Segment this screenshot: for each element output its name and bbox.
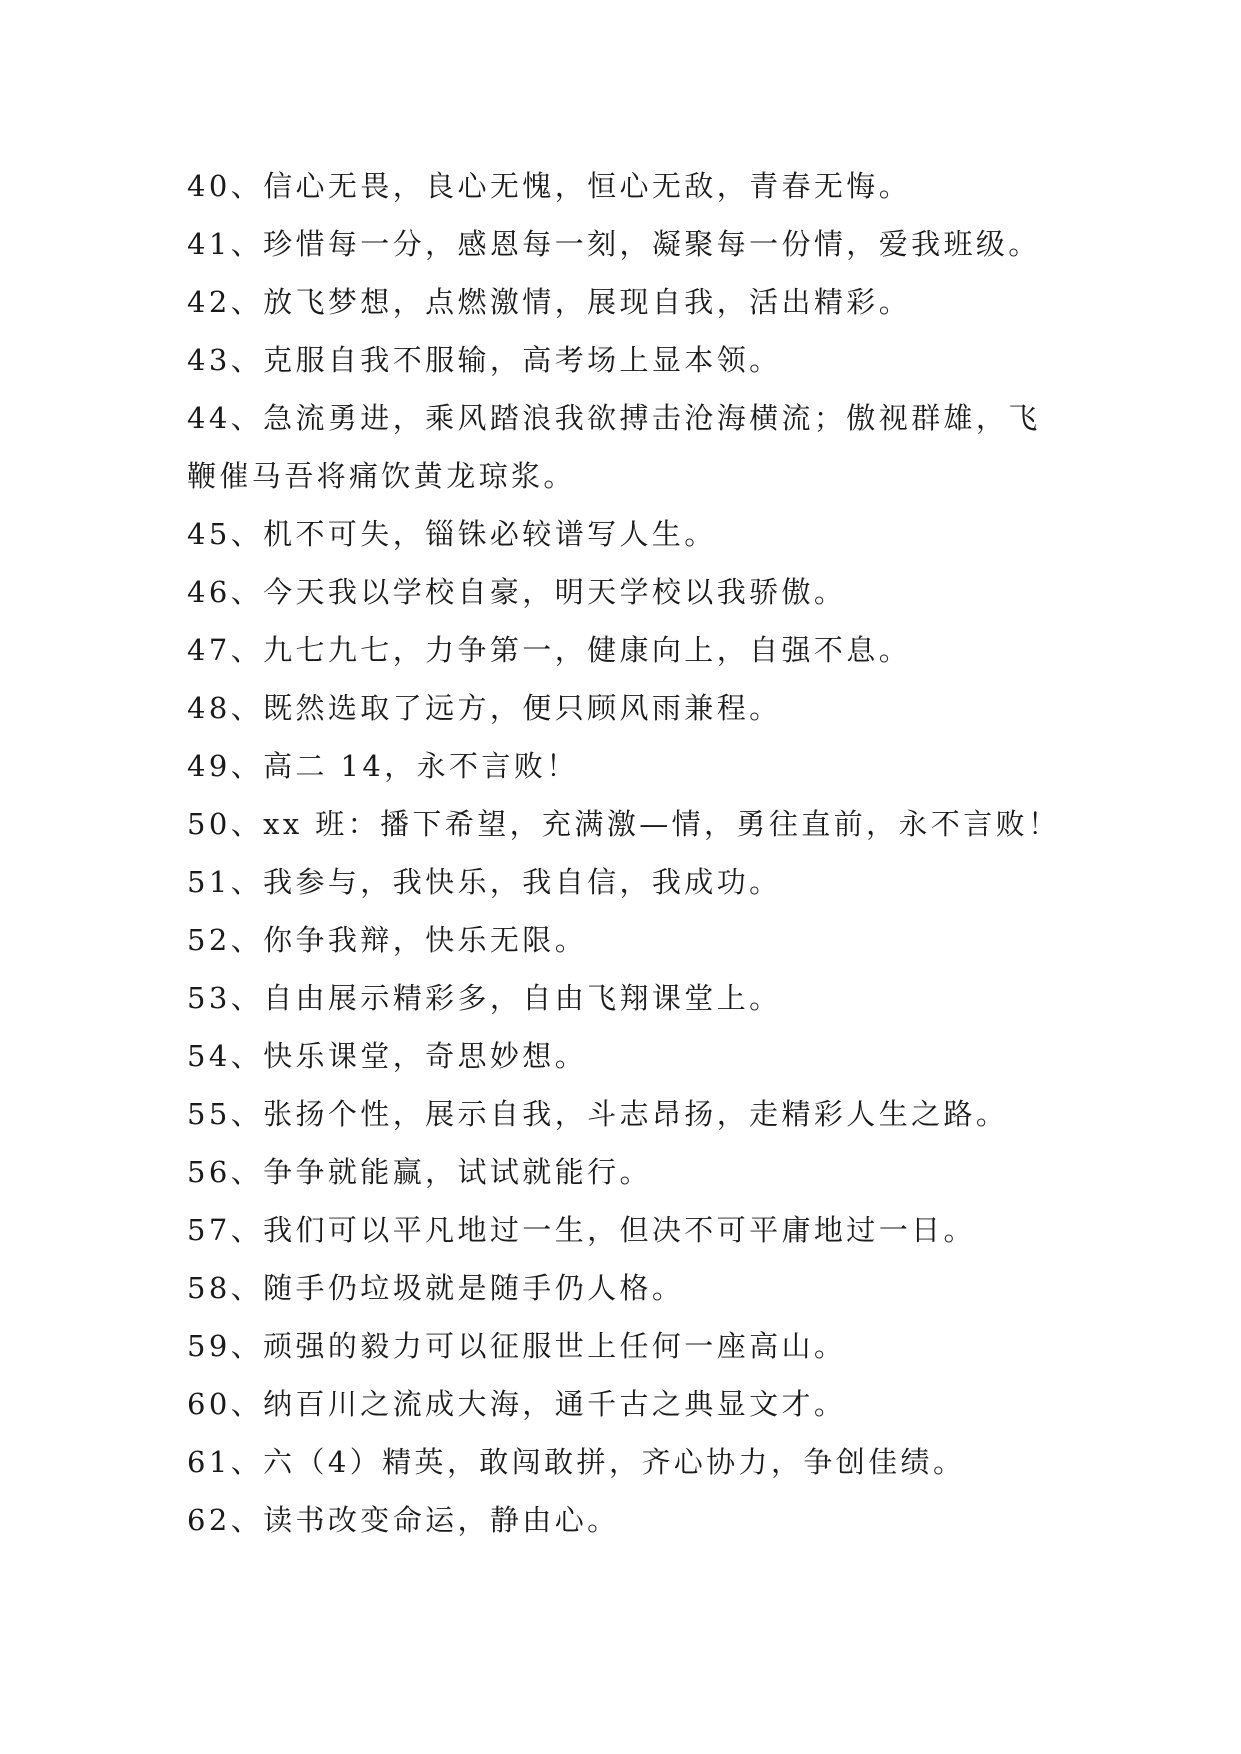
slogan-line-48: 48、既然选取了远方，便只顾风雨兼程。 xyxy=(187,691,782,725)
slogan-line-41: 41、珍惜每一分，感恩每一刻，凝聚每一份情，爱我班级。 xyxy=(187,227,1041,261)
slogan-list xyxy=(187,157,1087,1549)
slogan-line-57: 57、我们可以平凡地过一生，但决不可平庸地过一日。 xyxy=(187,1213,976,1247)
slogan-line-40: 40、信心无畏，良心无愧，恒心无敌，青春无悔。 xyxy=(187,169,912,203)
slogan-line-47: 47、九七九七，力争第一，健康向上，自强不息。 xyxy=(187,633,912,667)
slogan-line-43: 43、克服自我不服输，高考场上显本领。 xyxy=(187,343,782,377)
slogan-line-56: 56、争争就能赢，试试就能行。 xyxy=(187,1155,652,1189)
slogan-line-44-continued: 鞭催马吾将痛饮黄龙琼浆。 xyxy=(187,459,576,493)
slogan-line-46: 46、今天我以学校自豪，明天学校以我骄傲。 xyxy=(187,575,847,609)
slogan-line-58: 58、随手仍垃圾就是随手仍人格。 xyxy=(187,1271,685,1305)
slogan-line-52: 52、你争我辩，快乐无限。 xyxy=(187,923,588,957)
slogan-line-44: 44、急流勇进，乘风踏浪我欲搏击沧海横流；傲视群雄，飞 xyxy=(187,401,1041,435)
slogan-line-45: 45、机不可失，锱铢必较谱写人生。 xyxy=(187,517,717,551)
slogan-line-54: 54、快乐课堂，奇思妙想。 xyxy=(187,1039,588,1073)
slogan-line-55: 55、张扬个性，展示自我，斗志昂扬，走精彩人生之路。 xyxy=(187,1097,1009,1131)
slogan-line-60: 60、纳百川之流成大海，通千古之典显文才。 xyxy=(187,1387,847,1421)
slogan-line-59: 59、顽强的毅力可以征服世上任何一座高山。 xyxy=(187,1329,847,1363)
slogan-line-51: 51、我参与，我快乐，我自信，我成功。 xyxy=(187,865,782,899)
slogan-line-61: 61、六（4）精英，敢闯敢拼，齐心协力，争创佳绩。 xyxy=(187,1445,966,1479)
slogan-line-42: 42、放飞梦想，点燃激情，展现自我，活出精彩。 xyxy=(187,285,912,319)
slogan-line-62: 62、读书改变命运，静由心。 xyxy=(187,1503,620,1537)
slogan-line-50: 50、xx 班：播下希望，充满激—情，勇往直前，永不言败！ xyxy=(187,807,1061,841)
slogan-line-49: 49、高二 14，永不言败！ xyxy=(187,749,579,783)
slogan-line-53: 53、自由展示精彩多，自由飞翔课堂上。 xyxy=(187,981,782,1015)
